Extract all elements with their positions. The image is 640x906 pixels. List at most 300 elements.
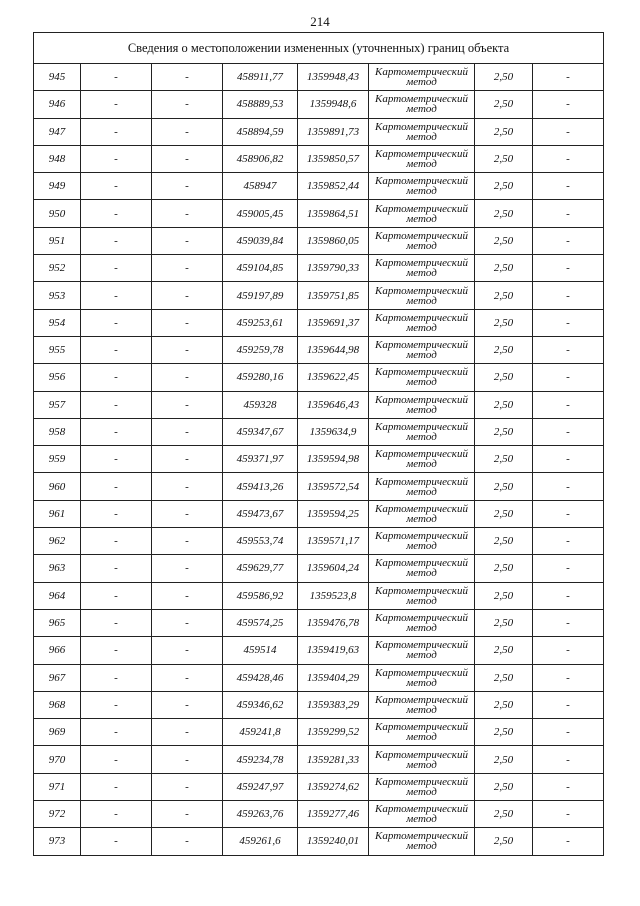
y-coordinate-cell: 1359240,01 xyxy=(298,828,369,855)
empty-cell: - xyxy=(81,391,152,418)
empty-cell: - xyxy=(152,555,223,582)
empty-cell: - xyxy=(152,64,223,91)
method-line-2: метод xyxy=(406,212,437,225)
empty-cell: - xyxy=(81,473,152,500)
accuracy-cell: 2,50 xyxy=(475,746,533,773)
method-cell xyxy=(369,555,475,582)
method-line-2: метод xyxy=(406,158,437,171)
method-line-1: Картометрический xyxy=(375,148,468,161)
table-row xyxy=(34,173,604,200)
method-line-2: метод xyxy=(406,567,437,580)
empty-cell: - xyxy=(81,609,152,636)
method-line-1: Картометрический xyxy=(375,311,468,324)
method-line-1: Картометрический xyxy=(375,366,468,379)
point-number-cell: 956 xyxy=(34,364,81,391)
x-coordinate-cell: 458947 xyxy=(223,173,298,200)
y-coordinate-cell: 1359634,9 xyxy=(298,418,369,445)
y-coordinate-cell: 1359476,78 xyxy=(298,609,369,636)
x-coordinate-cell: 459280,16 xyxy=(223,364,298,391)
method-line-2: метод xyxy=(406,785,437,798)
method-line-2: метод xyxy=(406,649,437,662)
empty-cell: - xyxy=(81,364,152,391)
empty-cell: - xyxy=(152,309,223,336)
empty-cell: - xyxy=(533,336,604,363)
method-cell xyxy=(369,91,475,118)
x-coordinate-cell: 459104,85 xyxy=(223,255,298,282)
empty-cell: - xyxy=(152,145,223,172)
method-line-2: метод xyxy=(406,676,437,689)
point-number-cell: 948 xyxy=(34,145,81,172)
accuracy-cell: 2,50 xyxy=(475,500,533,527)
point-number-cell: 968 xyxy=(34,691,81,718)
table-row xyxy=(34,418,604,445)
method-line-1: Картометрический xyxy=(375,229,468,242)
x-coordinate-cell: 459241,8 xyxy=(223,719,298,746)
empty-cell: - xyxy=(152,719,223,746)
method-cell xyxy=(369,227,475,254)
method-line-1: Картометрический xyxy=(375,748,468,761)
y-coordinate-cell: 1359572,54 xyxy=(298,473,369,500)
method-line-1: Картометрический xyxy=(375,120,468,133)
accuracy-cell: 2,50 xyxy=(475,609,533,636)
method-line-2: метод xyxy=(406,185,437,198)
empty-cell: - xyxy=(533,719,604,746)
method-line-1: Картометрический xyxy=(375,475,468,488)
empty-cell: - xyxy=(81,719,152,746)
x-coordinate-cell: 459328 xyxy=(223,391,298,418)
method-line-2: метод xyxy=(406,267,437,280)
empty-cell: - xyxy=(533,773,604,800)
point-number-cell: 958 xyxy=(34,418,81,445)
method-line-2: метод xyxy=(406,485,437,498)
method-line-1: Картометрический xyxy=(375,448,468,461)
empty-cell: - xyxy=(533,828,604,855)
x-coordinate-cell: 459473,67 xyxy=(223,500,298,527)
accuracy-cell: 2,50 xyxy=(475,446,533,473)
table-row xyxy=(34,773,604,800)
method-cell xyxy=(369,200,475,227)
empty-cell: - xyxy=(81,91,152,118)
empty-cell: - xyxy=(81,746,152,773)
method-cell xyxy=(369,828,475,855)
x-coordinate-cell: 459247,97 xyxy=(223,773,298,800)
x-coordinate-cell: 459514 xyxy=(223,637,298,664)
y-coordinate-cell: 1359860,05 xyxy=(298,227,369,254)
method-cell xyxy=(369,664,475,691)
point-number-cell: 953 xyxy=(34,282,81,309)
table-title: Сведения о местоположении измененных (уточненных) границ объекта xyxy=(34,33,604,64)
empty-cell: - xyxy=(152,200,223,227)
empty-cell: - xyxy=(152,691,223,718)
point-number-cell: 966 xyxy=(34,637,81,664)
accuracy-cell: 2,50 xyxy=(475,528,533,555)
y-coordinate-cell: 1359622,45 xyxy=(298,364,369,391)
accuracy-cell: 2,50 xyxy=(475,473,533,500)
empty-cell: - xyxy=(81,255,152,282)
table-row xyxy=(34,118,604,145)
method-line-1: Картометрический xyxy=(375,66,468,79)
x-coordinate-cell: 458894,59 xyxy=(223,118,298,145)
empty-cell: - xyxy=(152,227,223,254)
x-coordinate-cell: 458911,77 xyxy=(223,64,298,91)
empty-cell: - xyxy=(152,336,223,363)
table-row xyxy=(34,282,604,309)
accuracy-cell: 2,50 xyxy=(475,255,533,282)
accuracy-cell: 2,50 xyxy=(475,200,533,227)
empty-cell: - xyxy=(81,200,152,227)
x-coordinate-cell: 459346,62 xyxy=(223,691,298,718)
table-row xyxy=(34,364,604,391)
method-line-1: Картометрический xyxy=(375,202,468,215)
method-line-1: Картометрический xyxy=(375,803,468,816)
table-row xyxy=(34,473,604,500)
table-row xyxy=(34,801,604,828)
method-line-1: Картометрический xyxy=(375,339,468,352)
point-number-cell: 951 xyxy=(34,227,81,254)
empty-cell: - xyxy=(533,555,604,582)
x-coordinate-cell: 459371,97 xyxy=(223,446,298,473)
empty-cell: - xyxy=(81,418,152,445)
method-line-1: Картометрический xyxy=(375,775,468,788)
table-row xyxy=(34,391,604,418)
empty-cell: - xyxy=(533,691,604,718)
method-line-1: Картометрический xyxy=(375,721,468,734)
method-line-1: Картометрический xyxy=(375,830,468,843)
table-row xyxy=(34,64,604,91)
point-number-cell: 954 xyxy=(34,309,81,336)
method-line-1: Картометрический xyxy=(375,666,468,679)
method-cell xyxy=(369,391,475,418)
x-coordinate-cell: 459261,6 xyxy=(223,828,298,855)
accuracy-cell: 2,50 xyxy=(475,637,533,664)
empty-cell: - xyxy=(81,528,152,555)
accuracy-cell: 2,50 xyxy=(475,173,533,200)
empty-cell: - xyxy=(81,664,152,691)
y-coordinate-cell: 1359571,17 xyxy=(298,528,369,555)
method-line-2: метод xyxy=(406,76,437,89)
y-coordinate-cell: 1359281,33 xyxy=(298,746,369,773)
accuracy-cell: 2,50 xyxy=(475,64,533,91)
empty-cell: - xyxy=(152,637,223,664)
point-number-cell: 957 xyxy=(34,391,81,418)
empty-cell: - xyxy=(533,446,604,473)
empty-cell: - xyxy=(533,255,604,282)
method-cell xyxy=(369,145,475,172)
method-line-1: Картометрический xyxy=(375,557,468,570)
point-number-cell: 949 xyxy=(34,173,81,200)
y-coordinate-cell: 1359646,43 xyxy=(298,391,369,418)
accuracy-cell: 2,50 xyxy=(475,391,533,418)
empty-cell: - xyxy=(533,801,604,828)
x-coordinate-cell: 459197,89 xyxy=(223,282,298,309)
empty-cell: - xyxy=(533,200,604,227)
accuracy-cell: 2,50 xyxy=(475,828,533,855)
y-coordinate-cell: 1359419,63 xyxy=(298,637,369,664)
method-line-2: метод xyxy=(406,403,437,416)
empty-cell: - xyxy=(81,118,152,145)
y-coordinate-cell: 1359277,46 xyxy=(298,801,369,828)
method-line-1: Картометрический xyxy=(375,393,468,406)
method-line-1: Картометрический xyxy=(375,693,468,706)
method-line-2: метод xyxy=(406,349,437,362)
point-number-cell: 952 xyxy=(34,255,81,282)
method-line-1: Картометрический xyxy=(375,421,468,433)
empty-cell: - xyxy=(81,227,152,254)
empty-cell: - xyxy=(533,500,604,527)
x-coordinate-cell: 459586,92 xyxy=(223,582,298,609)
table-row xyxy=(34,719,604,746)
empty-cell: - xyxy=(152,173,223,200)
empty-cell: - xyxy=(81,500,152,527)
point-number-cell: 963 xyxy=(34,555,81,582)
method-line-2: метод xyxy=(406,731,437,744)
table-row xyxy=(34,637,604,664)
x-coordinate-cell: 459347,67 xyxy=(223,418,298,445)
table-row xyxy=(34,200,604,227)
point-number-cell: 946 xyxy=(34,91,81,118)
accuracy-cell: 2,50 xyxy=(475,773,533,800)
x-coordinate-cell: 459574,25 xyxy=(223,609,298,636)
method-cell xyxy=(369,364,475,391)
table-row xyxy=(34,555,604,582)
point-number-cell: 973 xyxy=(34,828,81,855)
method-line-2: метод xyxy=(406,840,437,853)
accuracy-cell: 2,50 xyxy=(475,691,533,718)
empty-cell: - xyxy=(81,691,152,718)
empty-cell: - xyxy=(81,801,152,828)
method-cell xyxy=(369,255,475,282)
point-number-cell: 965 xyxy=(34,609,81,636)
y-coordinate-cell: 1359594,25 xyxy=(298,500,369,527)
point-number-cell: 971 xyxy=(34,773,81,800)
accuracy-cell: 2,50 xyxy=(475,336,533,363)
empty-cell: - xyxy=(152,828,223,855)
method-line-1: Картометрический xyxy=(375,502,468,515)
y-coordinate-cell: 1359891,73 xyxy=(298,118,369,145)
empty-cell: - xyxy=(152,801,223,828)
table-row xyxy=(34,91,604,118)
x-coordinate-cell: 458889,53 xyxy=(223,91,298,118)
empty-cell: - xyxy=(81,773,152,800)
empty-cell: - xyxy=(152,746,223,773)
y-coordinate-cell: 1359644,98 xyxy=(298,336,369,363)
empty-cell: - xyxy=(533,282,604,309)
method-cell xyxy=(369,473,475,500)
empty-cell: - xyxy=(533,528,604,555)
empty-cell: - xyxy=(81,309,152,336)
method-cell xyxy=(369,691,475,718)
method-cell xyxy=(369,64,475,91)
accuracy-cell: 2,50 xyxy=(475,282,533,309)
table-row xyxy=(34,609,604,636)
point-number-cell: 970 xyxy=(34,746,81,773)
empty-cell: - xyxy=(533,118,604,145)
method-line-1: Картометрический xyxy=(375,530,468,543)
table-row xyxy=(34,691,604,718)
method-cell xyxy=(369,719,475,746)
y-coordinate-cell: 1359604,24 xyxy=(298,555,369,582)
empty-cell: - xyxy=(81,173,152,200)
accuracy-cell: 2,50 xyxy=(475,418,533,445)
x-coordinate-cell: 459259,78 xyxy=(223,336,298,363)
accuracy-cell: 2,50 xyxy=(475,664,533,691)
method-cell xyxy=(369,582,475,609)
method-cell xyxy=(369,336,475,363)
method-line-1: Картометрический xyxy=(375,175,468,188)
empty-cell: - xyxy=(81,828,152,855)
empty-cell: - xyxy=(81,282,152,309)
x-coordinate-cell: 458906,82 xyxy=(223,145,298,172)
method-line-1: Картометрический xyxy=(375,584,468,597)
method-cell xyxy=(369,500,475,527)
y-coordinate-cell: 1359850,57 xyxy=(298,145,369,172)
method-line-2: метод xyxy=(406,431,437,443)
y-coordinate-cell: 1359299,52 xyxy=(298,719,369,746)
accuracy-cell: 2,50 xyxy=(475,91,533,118)
method-line-2: метод xyxy=(406,540,437,553)
method-line-2: метод xyxy=(406,512,437,525)
table-body xyxy=(34,64,604,856)
empty-cell: - xyxy=(152,773,223,800)
y-coordinate-cell: 1359790,33 xyxy=(298,255,369,282)
y-coordinate-cell: 1359864,51 xyxy=(298,200,369,227)
method-line-2: метод xyxy=(406,103,437,116)
empty-cell: - xyxy=(152,282,223,309)
empty-cell: - xyxy=(81,336,152,363)
page-number: 214 xyxy=(310,14,330,29)
empty-cell: - xyxy=(533,309,604,336)
point-number-cell: 962 xyxy=(34,528,81,555)
table-row xyxy=(34,828,604,855)
point-number-cell: 969 xyxy=(34,719,81,746)
method-cell xyxy=(369,118,475,145)
empty-cell: - xyxy=(533,64,604,91)
y-coordinate-cell: 1359691,37 xyxy=(298,309,369,336)
table-row xyxy=(34,145,604,172)
empty-cell: - xyxy=(533,582,604,609)
empty-cell: - xyxy=(533,637,604,664)
method-line-2: метод xyxy=(406,130,437,143)
method-cell xyxy=(369,309,475,336)
method-line-2: метод xyxy=(406,813,437,826)
method-line-2: метод xyxy=(406,321,437,334)
empty-cell: - xyxy=(81,637,152,664)
method-line-1: Картометрический xyxy=(375,639,468,652)
table-row xyxy=(34,746,604,773)
empty-cell: - xyxy=(152,255,223,282)
y-coordinate-cell: 1359948,6 xyxy=(298,91,369,118)
accuracy-cell: 2,50 xyxy=(475,555,533,582)
x-coordinate-cell: 459234,78 xyxy=(223,746,298,773)
empty-cell: - xyxy=(533,364,604,391)
method-cell xyxy=(369,746,475,773)
point-number-cell: 955 xyxy=(34,336,81,363)
coordinates-table xyxy=(33,32,604,856)
accuracy-cell: 2,50 xyxy=(475,719,533,746)
method-line-2: метод xyxy=(406,376,437,389)
x-coordinate-cell: 459253,61 xyxy=(223,309,298,336)
method-line-2: метод xyxy=(406,594,437,607)
method-cell xyxy=(369,418,475,445)
table-row xyxy=(34,582,604,609)
method-line-2: метод xyxy=(406,458,437,471)
empty-cell: - xyxy=(533,391,604,418)
y-coordinate-cell: 1359948,43 xyxy=(298,64,369,91)
point-number-cell: 945 xyxy=(34,64,81,91)
x-coordinate-cell: 459263,76 xyxy=(223,801,298,828)
table-row xyxy=(34,309,604,336)
y-coordinate-cell: 1359274,62 xyxy=(298,773,369,800)
empty-cell: - xyxy=(152,364,223,391)
y-coordinate-cell: 1359594,98 xyxy=(298,446,369,473)
empty-cell: - xyxy=(152,473,223,500)
x-coordinate-cell: 459428,46 xyxy=(223,664,298,691)
empty-cell: - xyxy=(81,64,152,91)
method-cell xyxy=(369,446,475,473)
method-cell xyxy=(369,773,475,800)
empty-cell: - xyxy=(152,446,223,473)
method-cell xyxy=(369,609,475,636)
accuracy-cell: 2,50 xyxy=(475,801,533,828)
table-row xyxy=(34,528,604,555)
empty-cell: - xyxy=(533,418,604,445)
empty-cell: - xyxy=(533,91,604,118)
x-coordinate-cell: 459005,45 xyxy=(223,200,298,227)
point-number-cell: 961 xyxy=(34,500,81,527)
empty-cell: - xyxy=(533,609,604,636)
accuracy-cell: 2,50 xyxy=(475,364,533,391)
empty-cell: - xyxy=(533,227,604,254)
method-cell xyxy=(369,282,475,309)
empty-cell: - xyxy=(152,609,223,636)
y-coordinate-cell: 1359751,85 xyxy=(298,282,369,309)
method-line-2: метод xyxy=(406,703,437,716)
accuracy-cell: 2,50 xyxy=(475,227,533,254)
empty-cell: - xyxy=(152,664,223,691)
method-line-2: метод xyxy=(406,294,437,307)
empty-cell: - xyxy=(81,555,152,582)
empty-cell: - xyxy=(81,582,152,609)
table-row xyxy=(34,336,604,363)
table-row xyxy=(34,227,604,254)
method-line-2: метод xyxy=(406,758,437,771)
empty-cell: - xyxy=(152,582,223,609)
empty-cell: - xyxy=(81,446,152,473)
method-cell xyxy=(369,528,475,555)
method-line-1: Картометрический xyxy=(375,284,468,297)
empty-cell: - xyxy=(152,500,223,527)
method-cell xyxy=(369,637,475,664)
accuracy-cell: 2,50 xyxy=(475,118,533,145)
point-number-cell: 950 xyxy=(34,200,81,227)
point-number-cell: 947 xyxy=(34,118,81,145)
method-line-2: метод xyxy=(406,622,437,635)
table-row xyxy=(34,255,604,282)
empty-cell: - xyxy=(533,664,604,691)
point-number-cell: 960 xyxy=(34,473,81,500)
y-coordinate-cell: 1359404,29 xyxy=(298,664,369,691)
x-coordinate-cell: 459413,26 xyxy=(223,473,298,500)
method-line-1: Картометрический xyxy=(375,257,468,270)
empty-cell: - xyxy=(152,418,223,445)
table-row xyxy=(34,500,604,527)
empty-cell: - xyxy=(152,528,223,555)
table-header-row xyxy=(34,33,604,64)
method-line-1: Картометрический xyxy=(375,93,468,106)
point-number-cell: 964 xyxy=(34,582,81,609)
empty-cell: - xyxy=(533,473,604,500)
y-coordinate-cell: 1359852,44 xyxy=(298,173,369,200)
